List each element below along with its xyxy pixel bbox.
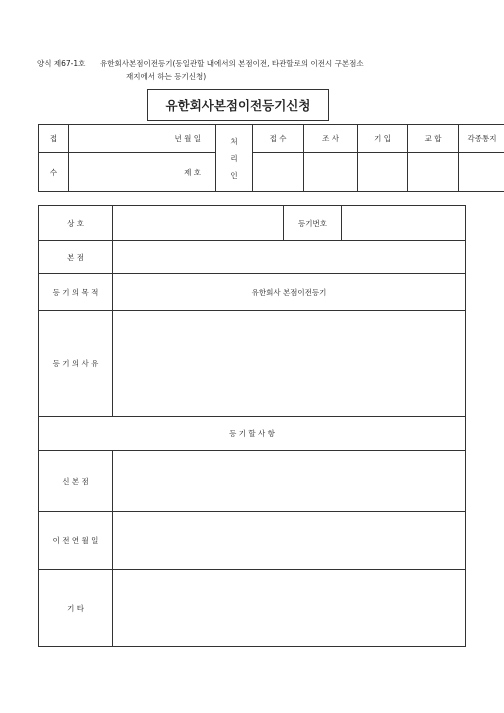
receipt-number-label: 제 호 <box>69 153 216 192</box>
form-description-line2: 재지에서 하는 등기신청) <box>126 72 207 81</box>
receipt-date-label: 년 월 일 <box>69 125 216 153</box>
cause-label: 등 기 의 사 유 <box>39 311 113 417</box>
receipt-table <box>38 124 504 192</box>
stamp-verification-field[interactable] <box>408 153 459 192</box>
col-notices: 각종통지 <box>459 125 504 153</box>
stamp-inspection-field[interactable] <box>304 153 358 192</box>
form-description-line1: 유한회사본점이전등기(동일관할 내에서의 본점이전, 타관할로의 이전시 구본점소 <box>100 59 364 68</box>
form-title: 유한회사본점이전등기신청 <box>147 89 329 121</box>
stamp-entry-field[interactable] <box>358 153 408 192</box>
receipt-su-label: 수 <box>39 153 69 192</box>
form-number: 양식 제67-1호 <box>37 59 86 68</box>
new-office-field[interactable] <box>113 451 466 512</box>
stamp-receipt-field[interactable] <box>253 153 304 192</box>
new-office-label: 신 본 점 <box>39 451 113 512</box>
purpose-value: 유한회사 본점이전등기 <box>113 274 466 311</box>
company-name-label: 상 호 <box>39 206 113 241</box>
company-name-field[interactable] <box>113 206 284 241</box>
application-table <box>38 205 466 647</box>
col-entry: 기 입 <box>358 125 408 153</box>
move-date-label: 이 전 연 월 일 <box>39 512 113 570</box>
col-verification: 교 합 <box>408 125 459 153</box>
reg-number-field[interactable] <box>342 206 466 241</box>
items-header: 등 기 할 사 항 <box>39 417 466 451</box>
process-stamp-label: 처 리 인 <box>216 125 253 192</box>
stamp-notices-field[interactable] <box>459 153 504 192</box>
move-date-field[interactable] <box>113 512 466 570</box>
head-office-label: 본 점 <box>39 241 113 274</box>
col-inspection: 조 사 <box>304 125 358 153</box>
head-office-field[interactable] <box>113 241 466 274</box>
other-label: 기 타 <box>39 570 113 647</box>
reg-number-label: 등기번호 <box>284 206 342 241</box>
col-receipt: 접 수 <box>253 125 304 153</box>
other-field[interactable] <box>113 570 466 647</box>
purpose-label: 등 기 의 목 적 <box>39 274 113 311</box>
cause-field[interactable] <box>113 311 466 417</box>
receipt-jeop-label: 접 <box>39 125 69 153</box>
